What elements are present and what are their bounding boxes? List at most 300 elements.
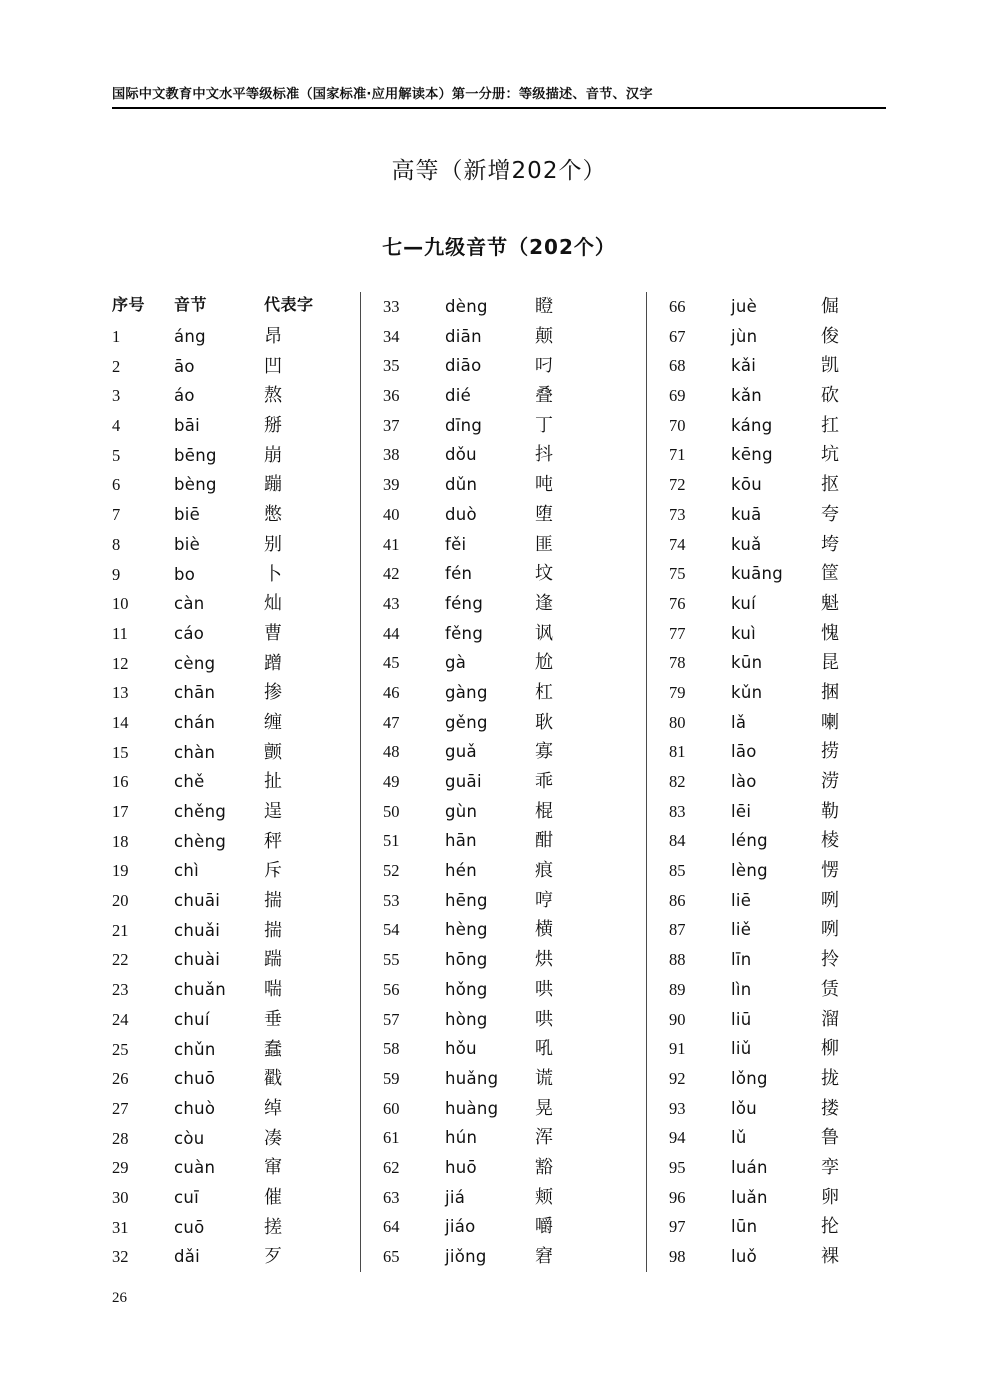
cell-index: 55 (383, 950, 400, 970)
table-row (383, 708, 646, 738)
table-row (669, 856, 932, 886)
cell-index: 49 (383, 772, 400, 791)
cell-syllable: luǎn (731, 1187, 768, 1207)
cell-syllable: hēng (445, 890, 488, 910)
cell-index: 54 (383, 920, 400, 940)
cell-character: 凯 (821, 355, 839, 377)
cell-syllable: hān (445, 831, 477, 851)
cell-syllable: biē (174, 505, 201, 525)
cell-index: 83 (669, 801, 686, 821)
table-row (383, 886, 646, 916)
cell-index: 9 (112, 564, 121, 584)
cell-index: 86 (669, 890, 686, 910)
cell-syllable: kǎi (731, 356, 757, 376)
table-row (669, 767, 932, 797)
cell-character: 咧 (821, 919, 839, 941)
cell-syllable: jiá (445, 1187, 466, 1207)
table-row (112, 678, 360, 708)
table-row (669, 975, 932, 1005)
table-row (669, 351, 932, 381)
cell-character: 捆 (821, 681, 839, 703)
cell-syllable: áo (174, 386, 195, 406)
cell-index: 67 (669, 326, 686, 346)
cell-syllable: jiǒng (445, 1247, 487, 1266)
table-row (669, 945, 932, 975)
running-header (112, 86, 886, 109)
cell-index: 39 (383, 475, 400, 495)
cell-syllable: hún (445, 1128, 478, 1148)
cell-index: 73 (669, 504, 686, 524)
table-row (383, 797, 646, 827)
cell-syllable: kuāng (731, 564, 784, 584)
cell-character: 鲁 (821, 1127, 839, 1149)
cell-index: 60 (383, 1098, 400, 1118)
table-row (669, 1153, 932, 1183)
cell-character: 别 (264, 533, 282, 555)
cell-character: 颠 (535, 325, 553, 347)
running-header-text: 国际中文教育中文水平等级标准（国家标准·应用解读本）第一分册：等级描述、音节、汉字 (112, 87, 653, 102)
cell-index: 32 (112, 1247, 129, 1267)
table-row (669, 1212, 932, 1242)
cell-index: 25 (112, 1039, 129, 1059)
cell-character: 浑 (535, 1127, 553, 1149)
cell-index: 85 (669, 861, 686, 881)
table-row (383, 440, 646, 470)
cell-character: 棱 (821, 830, 839, 852)
cell-syllable: kuì (731, 623, 756, 643)
cell-syllable: féng (445, 593, 484, 613)
cell-character: 横 (535, 919, 553, 941)
cell-syllable: cèng (174, 653, 216, 673)
cell-index: 75 (669, 564, 686, 584)
cell-syllable: hèng (445, 920, 488, 940)
cell-syllable: kuā (731, 504, 762, 524)
cell-index: 72 (669, 475, 686, 495)
cell-index: 94 (669, 1128, 686, 1148)
cell-character: 拎 (821, 949, 839, 971)
table-row (669, 1064, 932, 1094)
cell-syllable: biè (174, 534, 201, 554)
cell-syllable: fén (445, 564, 473, 584)
cell-character: 赁 (821, 978, 839, 1000)
table-row (383, 351, 646, 381)
cell-index: 12 (112, 653, 129, 673)
cell-index: 34 (383, 326, 400, 346)
cell-index: 52 (383, 861, 400, 881)
cell-character: 喘 (264, 979, 282, 1001)
column-header-syllable: 音节 (174, 295, 208, 314)
cell-character: 酣 (535, 830, 553, 852)
cell-character: 憋 (264, 504, 282, 526)
cell-syllable: chèng (174, 831, 227, 851)
cell-character: 催 (264, 1186, 282, 1208)
table-row (383, 1034, 646, 1064)
cell-index: 37 (383, 415, 400, 435)
cell-index: 7 (112, 505, 121, 525)
table-row (383, 856, 646, 886)
cell-character: 抠 (821, 474, 839, 496)
cell-syllable: cáo (174, 623, 205, 643)
cell-syllable: chuāi (174, 891, 221, 911)
cell-syllable: fěi (445, 534, 467, 554)
cell-syllable: liǔ (731, 1039, 752, 1059)
cell-index: 3 (112, 386, 121, 406)
cell-syllable: juè (731, 297, 758, 316)
table-row (383, 530, 646, 560)
table-row (112, 945, 360, 975)
cell-syllable: hōng (445, 950, 488, 970)
cell-character: 夸 (821, 503, 839, 525)
cell-index: 23 (112, 980, 129, 1000)
cell-character: 扛 (821, 414, 839, 436)
cell-syllable: bāi (174, 416, 201, 436)
table-row (112, 1183, 360, 1213)
cell-index: 84 (669, 831, 686, 851)
table-row (112, 1124, 360, 1154)
cell-character: 灿 (264, 593, 282, 615)
cell-character: 熬 (264, 385, 282, 407)
cell-character: 掺 (264, 682, 282, 704)
cell-character: 豁 (535, 1156, 553, 1178)
cell-syllable: chǔn (174, 1039, 216, 1059)
cell-character: 昂 (264, 326, 282, 347)
table-row (112, 500, 360, 530)
cell-index: 26 (112, 1069, 129, 1089)
cell-character: 垂 (264, 1008, 282, 1030)
cell-character: 晃 (535, 1097, 553, 1119)
cell-syllable: lēi (731, 801, 752, 821)
cell-character: 抖 (535, 444, 553, 466)
cell-character: 寡 (535, 741, 553, 763)
table-row (112, 767, 360, 797)
cell-character: 溜 (821, 1008, 839, 1030)
cell-index: 11 (112, 623, 128, 643)
cell-index: 97 (669, 1217, 686, 1237)
cell-index: 13 (112, 683, 129, 703)
cell-index: 18 (112, 831, 129, 851)
cell-character: 烘 (535, 949, 553, 971)
cell-index: 51 (383, 831, 400, 851)
table-row (669, 559, 932, 589)
table-row (383, 1123, 646, 1153)
table-row (112, 560, 360, 590)
table-row (669, 737, 932, 767)
cell-syllable: cuō (174, 1217, 205, 1237)
table-row (383, 826, 646, 856)
table-row (112, 649, 360, 679)
cell-character: 乖 (535, 771, 553, 792)
table-row (669, 1005, 932, 1035)
cell-index: 5 (112, 445, 121, 465)
cell-character: 颤 (264, 741, 282, 763)
cell-syllable: hòng (445, 1009, 488, 1029)
table-row (669, 678, 932, 708)
cell-syllable: kēng (731, 445, 773, 465)
table-row (383, 619, 646, 649)
table-row (669, 648, 932, 678)
cell-syllable: gàng (445, 682, 488, 702)
cell-character: 崩 (264, 444, 282, 466)
cell-index: 47 (383, 712, 400, 732)
cell-index: 38 (383, 445, 400, 465)
table-row (112, 619, 360, 649)
cell-syllable: hǒng (445, 979, 488, 999)
cell-index: 31 (112, 1217, 129, 1237)
table-rows-group-3 (669, 292, 932, 1272)
cell-syllable: dǒu (445, 445, 477, 465)
cell-syllable: cuàn (174, 1158, 216, 1178)
table-row (112, 352, 360, 382)
table-row (383, 1183, 646, 1213)
cell-syllable: chěng (174, 802, 227, 821)
cell-index: 69 (669, 386, 686, 406)
table-row (669, 1034, 932, 1064)
cell-syllable: liē (731, 890, 752, 910)
page-title: 高等（新增202个） (391, 158, 607, 184)
cell-index: 59 (383, 1068, 400, 1088)
cell-syllable: guǎ (445, 742, 477, 762)
cell-character: 窘 (535, 1246, 553, 1267)
cell-index: 58 (383, 1039, 400, 1059)
cell-index: 14 (112, 712, 129, 732)
page-subtitle: 七—九级音节（202个） (382, 235, 616, 259)
cell-syllable: kǎn (731, 386, 763, 406)
cell-index: 28 (112, 1128, 129, 1148)
cell-index: 78 (669, 653, 686, 673)
table-row (112, 975, 360, 1005)
cell-syllable: chuō (174, 1069, 216, 1089)
table-row (669, 826, 932, 856)
table-row (112, 916, 360, 946)
cell-index: 68 (669, 356, 686, 376)
cell-syllable: lìn (731, 979, 752, 999)
cell-index: 30 (112, 1187, 129, 1207)
cell-index: 33 (383, 297, 400, 316)
cell-syllable: kōu (731, 475, 763, 495)
cell-index: 80 (669, 712, 686, 732)
cell-index: 1 (112, 327, 121, 346)
table-row (112, 738, 360, 768)
cell-character: 筐 (821, 563, 839, 585)
cell-character: 愣 (821, 860, 839, 882)
cell-syllable: kuí (731, 593, 756, 613)
table-row (112, 1242, 360, 1272)
cell-character: 搓 (264, 1216, 282, 1238)
page-number: 26 (112, 1290, 127, 1306)
cell-syllable: diāo (445, 356, 482, 376)
cell-character: 痕 (535, 860, 553, 882)
cell-syllable: chán (174, 712, 216, 732)
cell-syllable: chān (174, 683, 216, 703)
cell-index: 90 (669, 1009, 686, 1029)
cell-character: 杠 (535, 681, 553, 703)
table-row (669, 619, 932, 649)
table-row (383, 767, 646, 797)
cell-syllable: huō (445, 1157, 477, 1177)
cell-index: 21 (112, 920, 129, 940)
cell-index: 98 (669, 1247, 686, 1266)
table-row (383, 1242, 646, 1272)
table-row (383, 975, 646, 1005)
table-row (383, 411, 646, 441)
cell-syllable: chuò (174, 1098, 216, 1118)
cell-character: 坟 (535, 563, 553, 585)
cell-index: 87 (669, 920, 686, 940)
table-row (669, 1183, 932, 1213)
table-row (669, 381, 932, 411)
cell-index: 17 (112, 802, 129, 821)
table-row (383, 678, 646, 708)
table-row (383, 915, 646, 945)
table-row (112, 1035, 360, 1065)
cell-syllable: lāo (731, 742, 757, 762)
cell-syllable: bèng (174, 475, 217, 495)
cell-character: 蹦 (264, 474, 282, 496)
table-row (112, 1094, 360, 1124)
table-row (383, 470, 646, 500)
cell-syllable: chuài (174, 950, 221, 970)
table-row (669, 530, 932, 560)
cell-syllable: liě (731, 920, 752, 940)
cell-index: 56 (383, 979, 400, 999)
cell-index: 79 (669, 682, 686, 702)
cell-character: 拢 (821, 1067, 839, 1089)
cell-character: 蹭 (264, 652, 282, 674)
cell-character: 秤 (264, 830, 282, 852)
table-row (669, 1123, 932, 1153)
table-row (383, 381, 646, 411)
cell-index: 71 (669, 445, 686, 465)
cell-syllable: āo (174, 356, 195, 376)
cell-syllable: dǔn (445, 475, 478, 495)
cell-syllable: cuī (174, 1187, 200, 1207)
table-row (112, 1213, 360, 1243)
cell-character: 魁 (821, 592, 839, 614)
table-column-3 (646, 292, 932, 1272)
cell-index: 46 (383, 682, 400, 702)
cell-character: 斥 (264, 860, 282, 882)
cell-character: 吨 (535, 474, 553, 496)
cell-character: 涝 (821, 771, 839, 792)
table-row (669, 1242, 932, 1272)
cell-index: 15 (112, 742, 129, 762)
cell-syllable: hén (445, 861, 477, 881)
table-column-1 (112, 292, 360, 1272)
cell-syllable: diān (445, 326, 482, 346)
cell-character: 凹 (264, 355, 282, 377)
cell-character: 逞 (264, 801, 282, 822)
cell-index: 76 (669, 593, 686, 613)
cell-index: 4 (112, 416, 121, 436)
cell-character: 叼 (535, 355, 553, 377)
table-row (669, 411, 932, 441)
table-row (112, 441, 360, 471)
cell-index: 91 (669, 1039, 686, 1059)
table-rows-group-2 (383, 292, 646, 1272)
table-row (112, 1005, 360, 1035)
table-row (112, 530, 360, 560)
table-row (669, 322, 932, 352)
cell-index: 40 (383, 504, 400, 524)
table-row (383, 1064, 646, 1094)
cell-syllable: chě (174, 772, 205, 792)
cell-index: 16 (112, 772, 129, 792)
cell-syllable: càn (174, 594, 205, 614)
cell-index: 88 (669, 950, 686, 970)
table-row (669, 708, 932, 738)
table-row (383, 1153, 646, 1183)
cell-index: 82 (669, 772, 686, 791)
cell-character: 叠 (535, 385, 553, 407)
cell-character: 掰 (264, 415, 282, 437)
cell-character: 耿 (535, 711, 553, 733)
cell-character: 揣 (264, 890, 282, 912)
cell-syllable: jùn (731, 326, 758, 346)
cell-index: 45 (383, 653, 400, 673)
cell-syllable: chàn (174, 742, 216, 762)
cell-index: 2 (112, 356, 121, 376)
cell-index: 53 (383, 890, 400, 910)
cell-syllable: fěng (445, 623, 484, 643)
cell-syllable: chuǎn (174, 980, 227, 1000)
cell-syllable: kuǎ (731, 534, 762, 554)
cell-index: 65 (383, 1247, 400, 1266)
cell-character: 卵 (821, 1186, 839, 1208)
table-row (383, 292, 646, 322)
cell-syllable: jiáo (445, 1217, 476, 1237)
table-row (112, 322, 360, 352)
cell-index: 35 (383, 356, 400, 376)
cell-index: 89 (669, 979, 686, 999)
table-row (669, 915, 932, 945)
cell-character: 缠 (264, 711, 282, 733)
running-header-rule (112, 107, 886, 109)
table-row (383, 500, 646, 530)
cell-character: 曹 (264, 622, 282, 644)
cell-index: 66 (669, 297, 686, 316)
table-row (383, 648, 646, 678)
cell-character: 嚼 (535, 1216, 553, 1238)
cell-syllable: luǒ (731, 1247, 758, 1266)
cell-character: 戳 (264, 1068, 282, 1090)
table-row (112, 589, 360, 619)
cell-syllable: dèng (445, 297, 488, 316)
table-row (112, 797, 360, 827)
cell-character: 谎 (535, 1067, 553, 1089)
cell-index: 41 (383, 534, 400, 554)
cell-syllable: lǒu (731, 1098, 758, 1118)
cell-syllable: guāi (445, 772, 482, 791)
table-header-row (112, 292, 360, 322)
cell-character: 堕 (535, 503, 553, 525)
cell-character: 砍 (821, 385, 839, 407)
cell-character: 窜 (264, 1157, 282, 1179)
table-row (669, 500, 932, 530)
cell-syllable: liū (731, 1009, 752, 1029)
column-header-character: 代表字 (264, 295, 314, 314)
cell-index: 19 (112, 861, 129, 881)
cell-index: 74 (669, 534, 686, 554)
table-row (112, 886, 360, 916)
cell-character: 棍 (535, 800, 553, 822)
cell-syllable: káng (731, 415, 773, 435)
cell-index: 27 (112, 1098, 129, 1118)
cell-character: 哼 (535, 889, 553, 911)
cell-index: 57 (383, 1009, 400, 1029)
cell-index: 48 (383, 742, 400, 762)
cell-index: 62 (383, 1157, 400, 1177)
cell-index: 44 (383, 623, 400, 643)
